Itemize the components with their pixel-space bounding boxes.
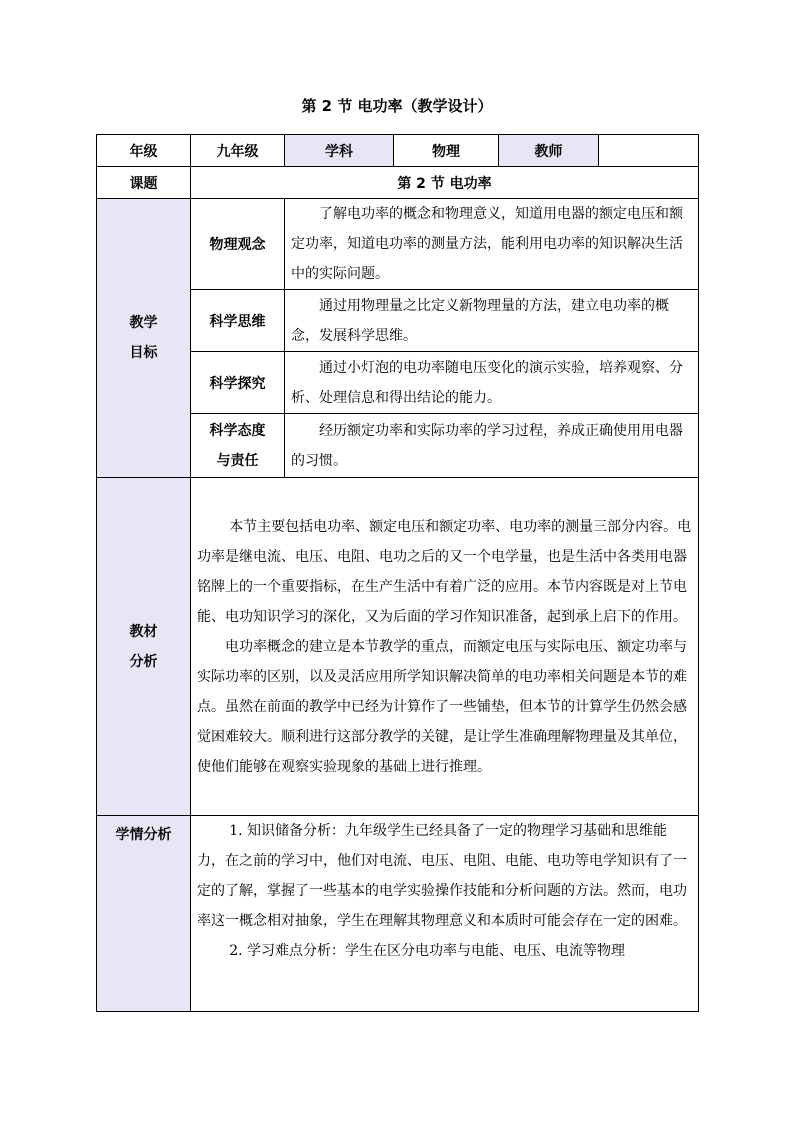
goals-label <box>97 199 191 478</box>
goal-name: 科学思维 <box>191 290 285 352</box>
goal-name: 物理观念 <box>191 199 285 290</box>
goals-label-line1: 教学 <box>129 315 158 331</box>
goal-text-cell <box>285 352 699 414</box>
goal-row <box>97 199 699 290</box>
students-text-cell <box>191 816 699 1012</box>
materials-paragraph: 电功率概念的建立是本节教学的重点，而额定电压与实际电压、额定功率与实际功率的区别，以及灵活应用所学知识解决简单的电功率相关问题是本节的难点。虽然在前面的教学中已经为计算作了一些铺垫，但本节的计算学生仍然会感觉困难较大。顺利进行这部分教学的关键，是让学生准确理解物理量及其单位，使他们能够在观察实验现象的基础上进行推理。 <box>197 638 687 775</box>
goal-text: 通过小灯泡的电功率随电压变化的演示实验，培养观察、分析、处理信息和得出结论的能力。 <box>291 359 683 406</box>
goal-text-cell <box>285 414 699 478</box>
goal-text-cell <box>285 290 699 352</box>
materials-text-cell <box>191 478 699 816</box>
subject-label: 学科 <box>285 135 394 167</box>
topic-label: 课题 <box>97 167 191 199</box>
materials-paragraph: 本节主要包括电功率、额定电压和额定功率、电功率的测量三部分内容。电功率是继电流、电压、电阻、电功之后的又一个电学量，也是生活中各类用电器铭牌上的一个重要指标，在生产生活中有着广泛的应用。本节内容既是对上节电能、电功知识学习的深化，又为后面的学习作知识准备，起到承上启下的作用。 <box>197 518 692 625</box>
goal-name-line2: 与责任 <box>216 452 259 469</box>
goal-text: 了解电功率的概念和物理意义，知道用电器的额定电压和额定功率，知道电功率的测量方法，能利用电功率的知识解决生活中的实际问题。 <box>291 206 683 282</box>
students-paragraph: 1. 知识储备分析：九年级学生已经具备了一定的物理学习基础和思维能力，在之前的学习中，他们对电流、电压、电阻、电能、电功等电学知识有了一定的了解，掌握了一些基本的电学实验操作技能和分析问题的方法。然而，电功率这一概念相对抽象，学生在理解其物理意义和本质时可能会存在一定的困难。 <box>197 823 687 929</box>
topic-value: 第 2 节 电功率 <box>191 167 699 199</box>
goal-name <box>191 414 285 478</box>
goal-text: 通过用物理量之比定义新物理量的方法，建立电功率的概念，发展科学思维。 <box>291 297 669 344</box>
students-label: 学情分析 <box>97 816 191 1012</box>
materials-label <box>97 478 191 816</box>
goal-name: 科学探究 <box>191 352 285 414</box>
students-row <box>97 816 699 1012</box>
goal-name-line1: 科学态度 <box>209 422 266 439</box>
materials-label-line2: 分析 <box>129 653 158 670</box>
grade-value: 九年级 <box>191 135 285 167</box>
goal-text: 经历额定功率和实际功率的学习过程，养成正确使用用电器的习惯。 <box>291 422 683 469</box>
materials-row <box>97 478 699 816</box>
topic-row <box>97 167 699 199</box>
grade-label: 年级 <box>97 135 191 167</box>
subject-value: 物理 <box>394 135 499 167</box>
header-row <box>97 135 699 167</box>
materials-label-line1: 教材 <box>129 623 158 640</box>
goals-label-line2: 目标 <box>129 345 158 361</box>
page-title: 第 2 节 电功率（教学设计） <box>301 97 493 115</box>
goal-text-cell <box>285 199 699 290</box>
lesson-plan-table <box>96 134 699 1012</box>
teacher-label: 教师 <box>499 135 599 167</box>
students-paragraph: 2. 学习难点分析：学生在区分电功率与电能、电压、电流等物理 <box>229 943 625 959</box>
teacher-value <box>599 135 699 167</box>
